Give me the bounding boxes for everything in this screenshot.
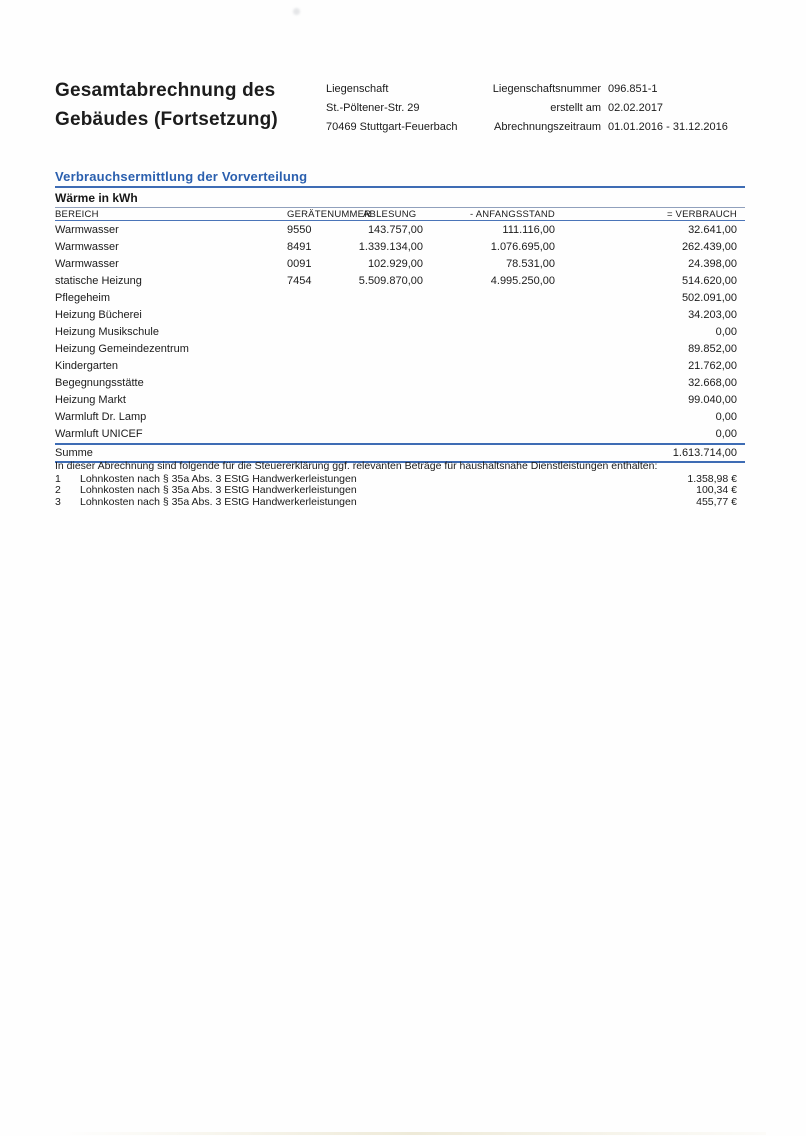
scan-artifact-bottom-edge bbox=[60, 1132, 766, 1135]
table-row bbox=[55, 273, 745, 290]
document-title-line2: Gebäudes (Fortsetzung) bbox=[55, 109, 278, 130]
cell-anfangsstand: 4.995.250,00 bbox=[490, 275, 555, 287]
tax-note-intro: In dieser Abrechnung sind folgende für die Steuererklärung ggf. relevanten Beträge für haushaltsnahe Dienstleistungen enthalten: bbox=[55, 460, 658, 472]
cell-anfangsstand bbox=[423, 341, 555, 358]
cell-geraetenummer bbox=[287, 290, 357, 307]
property-address-block bbox=[326, 80, 457, 137]
cell-bereich: Pflegeheim bbox=[55, 292, 111, 304]
table-row bbox=[55, 324, 745, 341]
cell-anfangsstand: 111.116,00 bbox=[502, 224, 555, 236]
cell-anfangsstand bbox=[423, 392, 555, 409]
meta-row-created-date bbox=[460, 99, 746, 118]
consumption-table bbox=[55, 209, 745, 459]
property-street: St.-Pöltener-Str. 29 bbox=[326, 102, 420, 114]
cell-verbrauch: 0,00 bbox=[715, 428, 737, 440]
cell-ablesung bbox=[357, 290, 423, 307]
cell-geraetenummer bbox=[287, 341, 357, 358]
cell-ablesung: 143.757,00 bbox=[367, 224, 423, 236]
cell-bereich: statische Heizung bbox=[55, 275, 142, 287]
property-label: Liegenschaft bbox=[326, 83, 389, 95]
tax-item-text: Lohnkosten nach § 35a Abs. 3 EStG Handwerkerleistungen bbox=[80, 484, 357, 497]
cell-ablesung bbox=[357, 392, 423, 409]
cell-bereich: Heizung Musikschule bbox=[55, 326, 159, 338]
table-row bbox=[55, 358, 745, 375]
cell-bereich: Begegnungsstätte bbox=[55, 377, 144, 389]
subtitle-rule bbox=[55, 207, 745, 208]
table-row bbox=[55, 426, 745, 443]
meta-row-billing-period bbox=[460, 118, 746, 137]
tax-item-number: 3 bbox=[55, 495, 61, 508]
tax-item-amount: 1.358,98 € bbox=[687, 472, 737, 485]
cell-verbrauch: 89.852,00 bbox=[688, 343, 737, 355]
section-title: Verbrauchsermittlung der Vorverteilung bbox=[55, 169, 308, 184]
cell-anfangsstand bbox=[423, 358, 555, 375]
document-title bbox=[55, 76, 278, 134]
column-header-verbrauch: = VERBRAUCH bbox=[666, 209, 737, 220]
cell-geraetenummer bbox=[287, 409, 357, 426]
cell-verbrauch: 32.668,00 bbox=[688, 377, 737, 389]
meta-value: 096.851-1 bbox=[608, 83, 658, 95]
cell-geraetenummer bbox=[287, 375, 357, 392]
meta-value: 01.01.2016 - 31.12.2016 bbox=[608, 121, 728, 133]
column-header-anfangsstand: - ANFANGSSTAND bbox=[470, 209, 555, 220]
tax-note-item bbox=[55, 497, 745, 509]
cell-ablesung bbox=[357, 375, 423, 392]
cell-verbrauch: 34.203,00 bbox=[688, 309, 737, 321]
tax-item-text: Lohnkosten nach § 35a Abs. 3 EStG Handwerkerleistungen bbox=[80, 495, 357, 508]
cell-ablesung: 1.339.134,00 bbox=[358, 241, 423, 253]
meta-label: erstellt am bbox=[550, 102, 601, 114]
tax-item-amount: 455,77 € bbox=[696, 495, 737, 508]
cell-bereich: Kindergarten bbox=[55, 360, 118, 372]
total-label: Summe bbox=[55, 447, 93, 459]
table-row bbox=[55, 409, 745, 426]
cell-verbrauch: 0,00 bbox=[715, 326, 737, 338]
cell-geraetenummer: 0091 bbox=[287, 258, 312, 270]
table-row bbox=[55, 290, 745, 307]
cell-bereich: Warmluft Dr. Lamp bbox=[55, 411, 147, 423]
cell-anfangsstand bbox=[423, 307, 555, 324]
table-row bbox=[55, 392, 745, 409]
table-subtitle: Wärme in kWh bbox=[55, 191, 138, 205]
cell-verbrauch: 21.762,00 bbox=[688, 360, 737, 372]
cell-ablesung: 5.509.870,00 bbox=[358, 275, 423, 287]
cell-ablesung bbox=[357, 341, 423, 358]
cell-anfangsstand bbox=[423, 409, 555, 426]
cell-ablesung bbox=[357, 409, 423, 426]
scan-artifact-speck bbox=[293, 8, 300, 15]
cell-verbrauch: 502.091,00 bbox=[681, 292, 737, 304]
table-row bbox=[55, 222, 745, 239]
section-title-rule bbox=[55, 186, 745, 188]
cell-geraetenummer bbox=[287, 426, 357, 443]
property-city: 70469 Stuttgart-Feuerbach bbox=[326, 121, 458, 133]
table-header-row bbox=[55, 209, 745, 223]
cell-bereich: Heizung Gemeindezentrum bbox=[55, 343, 189, 355]
cell-ablesung bbox=[357, 324, 423, 341]
table-body bbox=[55, 222, 745, 443]
cell-verbrauch: 32.641,00 bbox=[688, 224, 737, 236]
meta-label: Liegenschaftsnummer bbox=[492, 83, 601, 95]
cell-ablesung bbox=[357, 307, 423, 324]
cell-geraetenummer: 7454 bbox=[287, 275, 312, 287]
cell-ablesung bbox=[357, 358, 423, 375]
cell-geraetenummer: 8491 bbox=[287, 241, 312, 253]
column-header-ablesung: ABLESUNG bbox=[363, 209, 417, 220]
table-row bbox=[55, 239, 745, 256]
cell-anfangsstand bbox=[423, 426, 555, 443]
cell-verbrauch: 99.040,00 bbox=[688, 394, 737, 406]
cell-anfangsstand bbox=[423, 290, 555, 307]
cell-anfangsstand: 1.076.695,00 bbox=[490, 241, 555, 253]
cell-bereich: Warmwasser bbox=[55, 258, 119, 270]
tax-item-number: 1 bbox=[55, 472, 61, 485]
cell-geraetenummer bbox=[287, 358, 357, 375]
document-title-line1: Gesamtabrechnung des bbox=[55, 80, 276, 101]
cell-ablesung: 102.929,00 bbox=[367, 258, 423, 270]
meta-row-property-number bbox=[460, 80, 746, 99]
cell-bereich: Heizung Bücherei bbox=[55, 309, 142, 321]
tax-item-number: 2 bbox=[55, 484, 61, 497]
cell-geraetenummer bbox=[287, 307, 357, 324]
cell-geraetenummer bbox=[287, 324, 357, 341]
cell-bereich: Warmluft UNICEF bbox=[55, 428, 143, 440]
document-meta-block bbox=[460, 80, 746, 137]
cell-geraetenummer: 9550 bbox=[287, 224, 312, 236]
cell-verbrauch: 262.439,00 bbox=[681, 241, 737, 253]
cell-geraetenummer bbox=[287, 392, 357, 409]
column-header-geraetenummer: GERÄTENUMMER bbox=[287, 209, 372, 220]
meta-value: 02.02.2017 bbox=[608, 102, 664, 114]
table-row bbox=[55, 307, 745, 324]
meta-label: Abrechnungszeitraum bbox=[493, 121, 601, 133]
tax-note bbox=[55, 461, 745, 508]
cell-anfangsstand bbox=[423, 375, 555, 392]
cell-bereich: Warmwasser bbox=[55, 224, 119, 236]
tax-item-text: Lohnkosten nach § 35a Abs. 3 EStG Handwerkerleistungen bbox=[80, 472, 357, 485]
cell-bereich: Heizung Markt bbox=[55, 394, 126, 406]
table-row bbox=[55, 375, 745, 392]
cell-bereich: Warmwasser bbox=[55, 241, 119, 253]
cell-ablesung bbox=[357, 426, 423, 443]
table-row bbox=[55, 256, 745, 273]
cell-anfangsstand: 78.531,00 bbox=[506, 258, 555, 270]
cell-verbrauch: 0,00 bbox=[715, 411, 737, 423]
cell-verbrauch: 514.620,00 bbox=[681, 275, 737, 287]
cell-anfangsstand bbox=[423, 324, 555, 341]
column-header-bereich: BEREICH bbox=[55, 209, 99, 220]
tax-item-amount: 100,34 € bbox=[696, 484, 737, 497]
cell-verbrauch: 24.398,00 bbox=[688, 258, 737, 270]
total-value: 1.613.714,00 bbox=[672, 447, 737, 459]
table-row bbox=[55, 341, 745, 358]
